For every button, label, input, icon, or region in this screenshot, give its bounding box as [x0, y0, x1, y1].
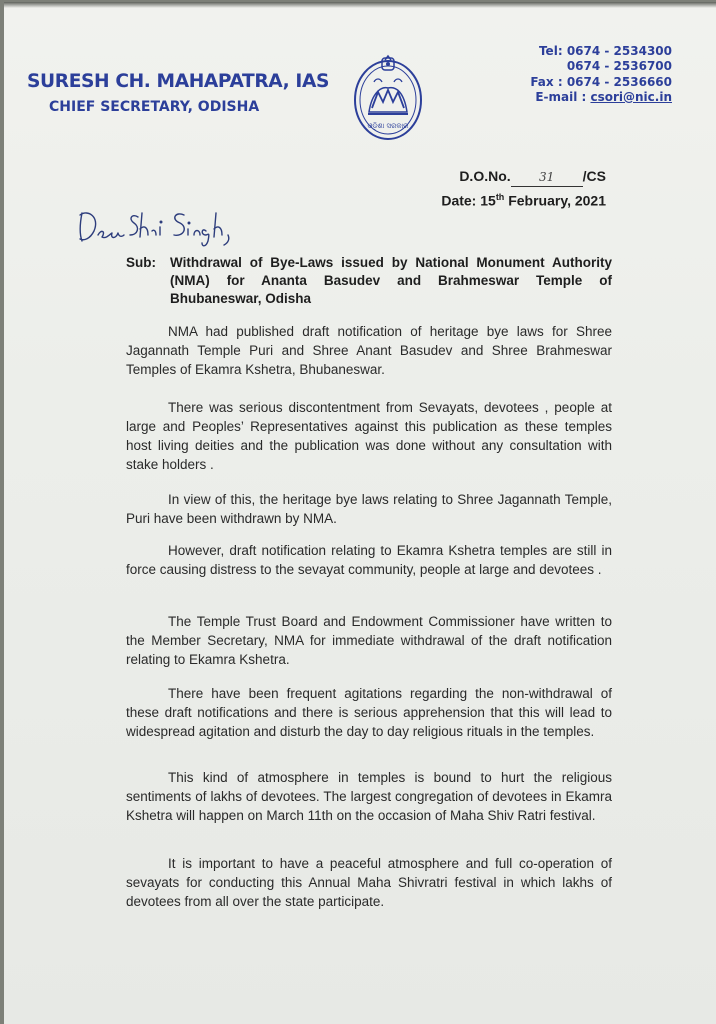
- paragraph: It is important to have a peaceful atmosphere and full co-operation of sevayats for conducting this Annual Maha Shivratri festival in which lakhs of devotees from all over the state participate.: [126, 856, 612, 909]
- paragraph: However, draft notification relating to Ekamra Kshetra temples are still in force causing distress to the sevayat community, people at large and devotees .: [126, 543, 612, 577]
- sender-name: SURESH CH. MAHAPATRA, IAS: [27, 70, 330, 92]
- subject-block: [126, 254, 612, 308]
- telephone-line-2: 0674 - 2536700: [566, 59, 672, 74]
- emblem-text: ଓଡ଼ିଶା ସରକାର: [367, 122, 409, 130]
- odisha-emblem-icon: [352, 52, 424, 144]
- subject-label: Sub:: [126, 255, 156, 270]
- paragraph: This kind of atmosphere in temples is bound to hurt the religious sentiments of lakhs of devotees. The largest congregation of devotees in Ekamra Kshetra will happen on March 11th on the occasion of Maha Shiv Ratri festival.: [126, 770, 612, 823]
- sender-designation: CHIEF SECRETARY, ODISHA: [49, 99, 260, 115]
- fax-line: Fax : 0674 - 2536660: [530, 74, 672, 89]
- email-line: E-mail : csori@nic.in: [535, 89, 672, 104]
- date-line: Date: 15th February, 2021: [441, 192, 606, 209]
- do-number-handwritten: 31: [511, 171, 583, 187]
- do-number-line: D.O.No. 31 /CS: [441, 166, 606, 187]
- paragraph: In view of this, the heritage bye laws relating to Shree Jagannath Temple, Puri have been withdrawn by NMA.: [126, 492, 612, 526]
- paragraph: There have been frequent agitations regarding the non-withdrawal of these draft notifications and there is serious apprehension that this will lead to widespread agitation and disturb the day to day religious rituals in the temples.: [126, 686, 612, 739]
- paragraph: NMA had published draft notification of heritage bye laws for Shree Jagannath Temple Puri and Shree Anant Basudev and Shree Brahmeswar Temples of Ekamra Kshetra, Bhubaneswar.: [126, 324, 612, 377]
- letter-page: [4, 2, 716, 1024]
- contact-block: [530, 44, 672, 105]
- paragraph: The Temple Trust Board and Endowment Commissioner have written to the Member Secretary, NMA for immediate withdrawal of the draft notification relating to Ekamra Kshetra.: [126, 614, 612, 667]
- handwritten-salutation: [76, 205, 266, 251]
- telephone-line-1: Tel: 0674 - 2534300: [538, 44, 672, 58]
- reference-block: [441, 166, 606, 212]
- email-link[interactable]: csori@nic.in: [590, 89, 672, 104]
- paragraph: There was serious discontentment from Sevayats, devotees , people at large and Peoples’ Representatives against this publication as these temples host living deities and the publication was done without any consultation with stake holders .: [126, 400, 612, 472]
- subject-text: Withdrawal of Bye-Laws issued by National Monument Authority (NMA) for Ananta Basudev and Brahmeswar Temple of Bhubaneswar, Odisha: [170, 255, 612, 306]
